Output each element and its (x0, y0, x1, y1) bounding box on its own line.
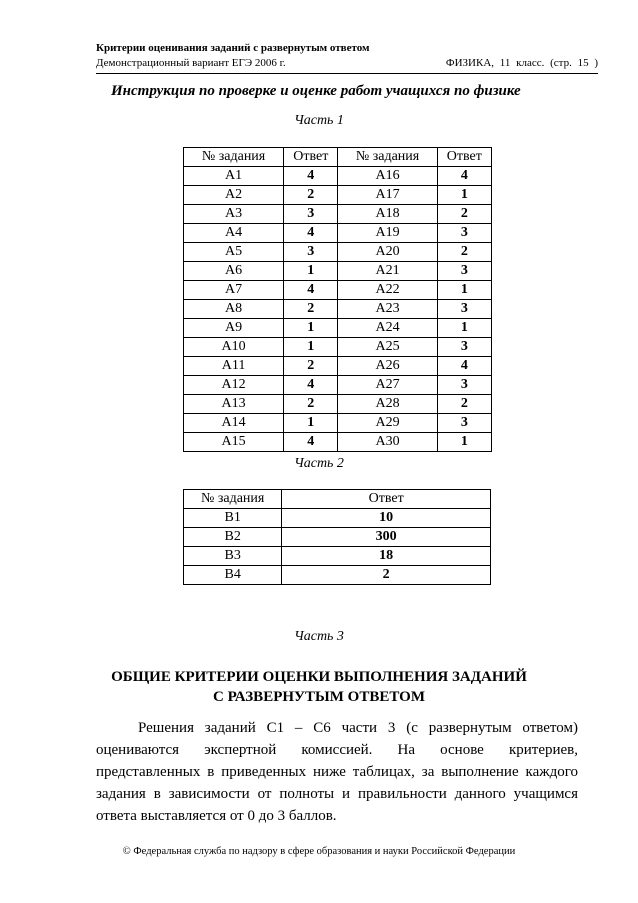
task-number-cell: A5 (184, 243, 284, 262)
answer-cell: 1 (437, 281, 491, 300)
task-number-cell: A11 (184, 357, 284, 376)
answer-cell: 2 (284, 186, 338, 205)
answer-cell: 1 (284, 262, 338, 281)
answer-cell: 1 (437, 433, 491, 452)
table-row (184, 281, 492, 300)
answer-cell: 1 (284, 338, 338, 357)
col-task-header: № задания (184, 148, 284, 167)
task-number-cell: A24 (338, 319, 437, 338)
table-row (184, 338, 492, 357)
answer-cell: 3 (284, 243, 338, 262)
answer-cell: 18 (282, 547, 491, 566)
answer-cell: 4 (284, 281, 338, 300)
task-number-cell: A27 (338, 376, 437, 395)
answer-cell: 4 (284, 224, 338, 243)
answer-cell: 4 (437, 357, 491, 376)
table-row (184, 300, 492, 319)
task-number-cell: A29 (338, 414, 437, 433)
task-number-cell: B2 (184, 528, 282, 547)
col-answer-header: Ответ (284, 148, 338, 167)
table-row (184, 414, 492, 433)
table-row (184, 243, 492, 262)
task-number-cell: A20 (338, 243, 437, 262)
answer-cell: 4 (437, 167, 491, 186)
task-number-cell: A17 (338, 186, 437, 205)
task-number-cell: A28 (338, 395, 437, 414)
task-number-cell: A4 (184, 224, 284, 243)
col-answer-header: Ответ (282, 490, 491, 509)
task-number-cell: A1 (184, 167, 284, 186)
answer-cell: 2 (284, 300, 338, 319)
answer-cell: 3 (437, 376, 491, 395)
task-number-cell: A23 (338, 300, 437, 319)
answer-cell: 4 (284, 167, 338, 186)
task-number-cell: A26 (338, 357, 437, 376)
table-row (184, 357, 492, 376)
part2-label: Часть 2 (294, 456, 344, 471)
task-number-cell: A7 (184, 281, 284, 300)
part1-answer-table (183, 147, 492, 452)
table-row (184, 395, 492, 414)
task-number-cell: A8 (184, 300, 284, 319)
col-task-header: № задания (338, 148, 437, 167)
answer-cell: 10 (282, 509, 491, 528)
answer-cell: 1 (437, 186, 491, 205)
answer-cell: 2 (437, 395, 491, 414)
answer-cell: 3 (437, 338, 491, 357)
answer-cell: 2 (284, 395, 338, 414)
table-row (184, 262, 492, 281)
criteria-paragraph: Решения заданий С1 – С6 части 3 (с развернутым ответом) оцениваются экспертной комиссией. На основе критериев, представленных в приведенных ниже таблицах, за выполнение каждого задания в зависимости от полноты и правильности данного учащимся ответа выставляется от 0 до 3 баллов. (96, 720, 578, 824)
task-number-cell: B4 (184, 566, 282, 585)
task-number-cell: A6 (184, 262, 284, 281)
header-rule (96, 73, 598, 74)
part2-answer-table (183, 489, 491, 585)
task-number-cell: A12 (184, 376, 284, 395)
task-number-cell: A9 (184, 319, 284, 338)
header-subtitle: Демонстрационный вариант ЕГЭ 2006 г. (96, 57, 286, 69)
table-row (184, 205, 492, 224)
col-answer-header: Ответ (437, 148, 491, 167)
task-number-cell: A30 (338, 433, 437, 452)
task-number-cell: A2 (184, 186, 284, 205)
table-row (184, 167, 492, 186)
part1-label: Часть 1 (294, 113, 344, 128)
answer-cell: 1 (437, 319, 491, 338)
table-row (184, 509, 491, 528)
criteria-heading-line1: ОБЩИЕ КРИТЕРИИ ОЦЕНКИ ВЫПОЛНЕНИЯ ЗАДАНИЙ (111, 669, 527, 685)
task-number-cell: A15 (184, 433, 284, 452)
part2-table-body (184, 509, 491, 585)
task-number-cell: A13 (184, 395, 284, 414)
task-number-cell: A14 (184, 414, 284, 433)
table-row (184, 566, 491, 585)
header-page-info: ФИЗИКА, 11 класс. (стр. 15 ) (445, 57, 598, 69)
task-number-cell: A25 (338, 338, 437, 357)
footer-copyright: © Федеральная служба по надзору в сфере образования и науки Российской Федерации (122, 846, 516, 857)
criteria-heading-line2: С РАЗВЕРНУТЫМ ОТВЕТОМ (212, 689, 425, 705)
answer-cell: 3 (284, 205, 338, 224)
table-row (184, 186, 492, 205)
answer-cell: 2 (284, 357, 338, 376)
table-row (184, 376, 492, 395)
table-row (184, 319, 492, 338)
task-number-cell: A22 (338, 281, 437, 300)
task-number-cell: A10 (184, 338, 284, 357)
table-row (184, 547, 491, 566)
instruction-title: Инструкция по проверке и оценке работ учащихся по физике (111, 83, 521, 99)
answer-cell: 300 (282, 528, 491, 547)
task-number-cell: B1 (184, 509, 282, 528)
answer-cell: 1 (284, 414, 338, 433)
task-number-cell: A3 (184, 205, 284, 224)
task-number-cell: A18 (338, 205, 437, 224)
answer-cell: 3 (437, 414, 491, 433)
part1-table-body (184, 167, 492, 452)
answer-cell: 3 (437, 224, 491, 243)
table-row (184, 224, 492, 243)
table-row (184, 528, 491, 547)
answer-cell: 2 (437, 205, 491, 224)
answer-cell: 4 (284, 376, 338, 395)
col-task-header: № задания (184, 490, 282, 509)
table-row (184, 433, 492, 452)
answer-cell: 2 (437, 243, 491, 262)
answer-cell: 1 (284, 319, 338, 338)
answer-cell: 4 (284, 433, 338, 452)
task-number-cell: B3 (184, 547, 282, 566)
answer-cell: 3 (437, 262, 491, 281)
header-title: Критерии оценивания заданий с развернутым ответом (96, 42, 370, 54)
part3-label: Часть 3 (294, 629, 344, 644)
answer-cell: 3 (437, 300, 491, 319)
task-number-cell: A19 (338, 224, 437, 243)
answer-cell: 2 (282, 566, 491, 585)
task-number-cell: A16 (338, 167, 437, 186)
task-number-cell: A21 (338, 262, 437, 281)
